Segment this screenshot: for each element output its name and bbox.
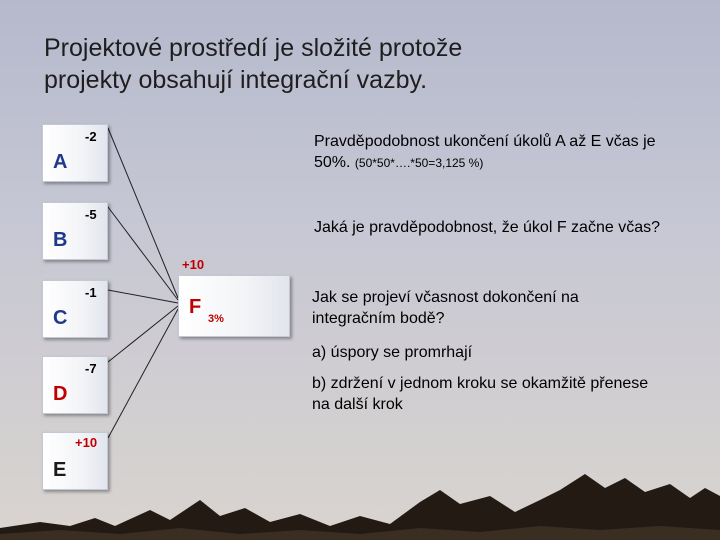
answer-b: b) zdržení v jednom kroku se okamžitě přenese na další krok — [312, 375, 649, 413]
answer-a: a) úspory se promrhají — [312, 344, 473, 361]
integration-delta: +10 — [182, 257, 205, 272]
task-a-box — [42, 124, 108, 182]
task-e-delta: +10 — [75, 435, 98, 450]
line-d-to-f — [108, 306, 178, 362]
slide-title-line-1: Projektové prostředí je složité protože — [44, 34, 463, 62]
line-c-to-f — [108, 290, 178, 303]
task-e-letter: E — [53, 459, 67, 481]
task-c-delta: -1 — [85, 285, 97, 300]
integration-f-box — [178, 275, 290, 337]
line-a-to-f — [108, 128, 178, 298]
line-b-to-f — [108, 207, 178, 300]
task-b-delta: -5 — [85, 207, 97, 222]
line-e-to-f — [108, 309, 178, 438]
paragraph-probability-main: Pravděpodobnost ukončení úkolů A až E včas je 50%. — [314, 133, 656, 171]
paragraph-question-integration: Jak se projeví včasnost dokončení na integračním bodě? — [312, 289, 579, 327]
mountain-silhouette — [0, 430, 720, 540]
paragraph-probability-calc: (50*50*….*50=3,125 %) — [354, 156, 484, 170]
paragraph-question-f: Jaká je pravděpodobnost, že úkol F začne včas? — [314, 219, 660, 236]
integration-f-letter: F — [189, 296, 202, 318]
paragraph-probability — [314, 131, 674, 174]
task-a-delta: -2 — [85, 129, 97, 144]
task-d-box — [42, 356, 108, 414]
slide-title-line-2: projekty obsahují integrační vazby. — [44, 66, 428, 94]
task-d-letter: D — [53, 383, 68, 405]
task-b-box — [42, 202, 108, 260]
task-a-letter: A — [53, 151, 68, 173]
task-d-delta: -7 — [85, 361, 97, 376]
task-c-letter: C — [53, 307, 68, 329]
task-c-box — [42, 280, 108, 338]
integration-probability: 3% — [208, 313, 224, 325]
task-b-letter: B — [53, 229, 68, 251]
